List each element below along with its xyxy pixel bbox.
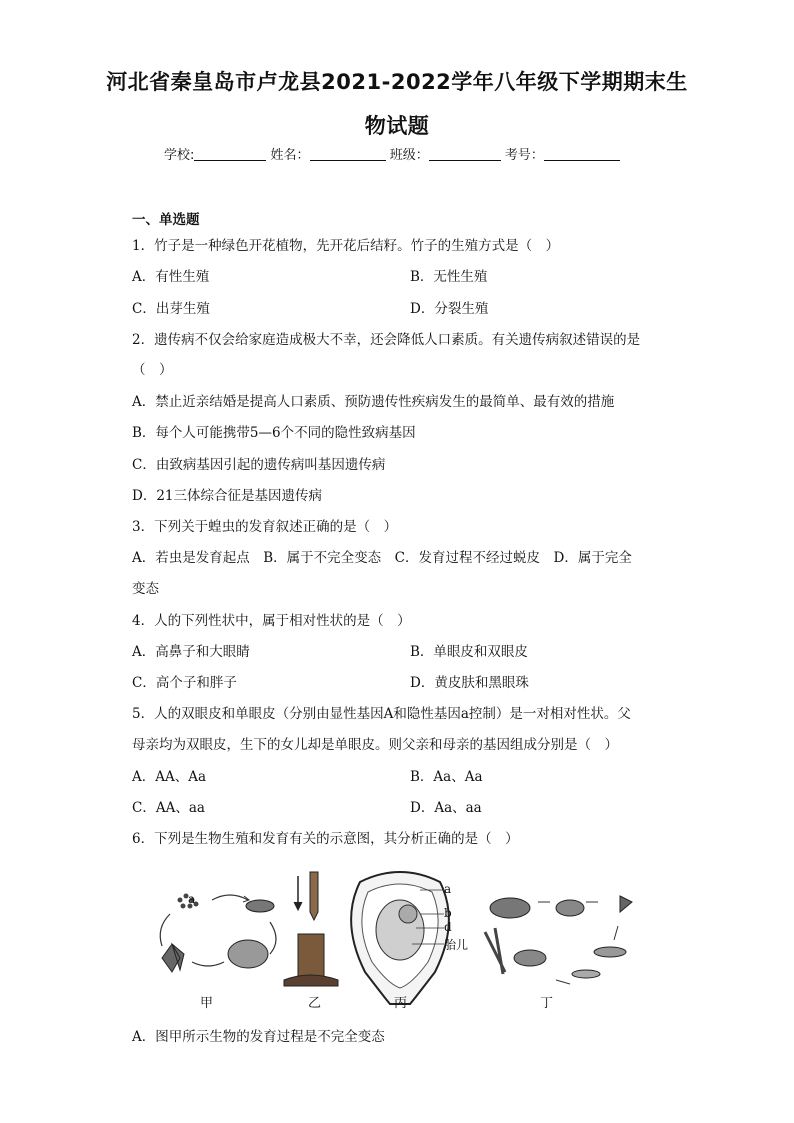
figure-label-yi: 乙 [308, 996, 322, 1011]
q2-option-b: B．每个人可能携带5—6个不同的隐性致病基因 [132, 425, 416, 441]
q3-options-line2: 变态 [132, 581, 159, 597]
q4-stem: 4．人的下列性状中，属于相对性状的是（ ） [132, 613, 411, 629]
q6-option-a: A．图甲所示生物的发育过程是不完全变态 [132, 1029, 385, 1045]
figure-drawings [150, 862, 670, 1012]
q5-stem-line2: 母亲均为双眼皮，生下的女儿却是单眼皮。则父亲和母亲的基因组成分别是（ ） [132, 737, 618, 753]
exam-no-blank[interactable] [544, 146, 620, 161]
q5-option-c: C．AA、aa [132, 800, 205, 816]
figure-bing-label-d: d [444, 920, 452, 934]
q3-stem: 3．下列关于蝗虫的发育叙述正确的是（ ） [132, 519, 398, 535]
q2-stem-line2: （ ） [132, 362, 173, 378]
page-title-line2: 物试题 [364, 114, 430, 138]
q6-stem: 6．下列是生物生殖和发育有关的示意图，其分析正确的是（ ） [132, 831, 519, 847]
class-blank[interactable] [429, 146, 501, 161]
figure-bing-label-a: a [444, 882, 452, 896]
figure-label-jia: 甲 [200, 996, 214, 1011]
exam-no-label: 考号： [504, 148, 544, 163]
q1-option-a: A．有性生殖 [132, 269, 210, 285]
name-label: 姓名： [270, 148, 310, 163]
page-title-line1: 河北省秦皇岛市卢龙县2021-2022学年八年级下学期期末生 [106, 70, 688, 94]
figure-jia-label-a: a [188, 892, 196, 906]
school-blank[interactable] [194, 146, 266, 161]
q3-options-line1: A．若虫是发育起点 B．属于不完全变态 C．发育过程不经过蜕皮 D．属于完全 [132, 550, 632, 566]
figure-bing-label-b: b [444, 906, 452, 920]
q1-option-b: B．无性生殖 [410, 269, 488, 285]
q4-option-b: B．单眼皮和双眼皮 [410, 644, 528, 660]
figure-label-bing: 丙 [394, 996, 408, 1011]
student-info-line [164, 144, 620, 163]
q4-option-a: A．高鼻子和大眼睛 [132, 644, 250, 660]
class-label: 班级： [389, 148, 429, 163]
q5-option-b: B．Aa、Aa [410, 769, 483, 785]
school-label: 学校: [164, 148, 195, 163]
name-blank[interactable] [310, 146, 386, 161]
figure-bing-label-fetus: 胎儿 [444, 938, 469, 952]
grafting-drawing [284, 872, 338, 986]
q2-option-d: D．21三体综合征是基因遗传病 [132, 488, 323, 504]
fetus-uterus-drawing [351, 872, 452, 1004]
reproduction-figure [150, 862, 670, 1012]
q1-option-d: D．分裂生殖 [410, 301, 489, 317]
q4-option-d: D．黄皮肤和黑眼珠 [410, 675, 529, 691]
frog-lifecycle-drawing [485, 896, 632, 984]
q1-option-c: C．出芽生殖 [132, 301, 210, 317]
section-heading: 一、单选题 [132, 212, 200, 228]
q2-option-c: C．由致病基因引起的遗传病叫基因遗传病 [132, 457, 386, 473]
figure-label-ding: 丁 [540, 996, 554, 1011]
q2-stem-line1: 2．遗传病不仅会给家庭造成极大不幸，还会降低人口素质。有关遗传病叙述错误的是 [132, 332, 641, 348]
q5-option-d: D．Aa、aa [410, 800, 482, 816]
q5-option-a: A．AA、Aa [132, 769, 207, 785]
q5-stem-line1: 5．人的双眼皮和单眼皮（分别由显性基因A和隐性基因a控制）是一对相对性状。父 [132, 706, 631, 722]
insect-lifecycle-drawing [160, 894, 276, 973]
q4-option-c: C．高个子和胖子 [132, 675, 237, 691]
q2-option-a: A．禁止近亲结婚是提高人口素质、预防遗传性疾病发生的最简单、最有效的措施 [132, 394, 615, 410]
q1-stem: 1．竹子是一种绿色开花植物，先开花后结籽。竹子的生殖方式是（ ） [132, 238, 560, 254]
